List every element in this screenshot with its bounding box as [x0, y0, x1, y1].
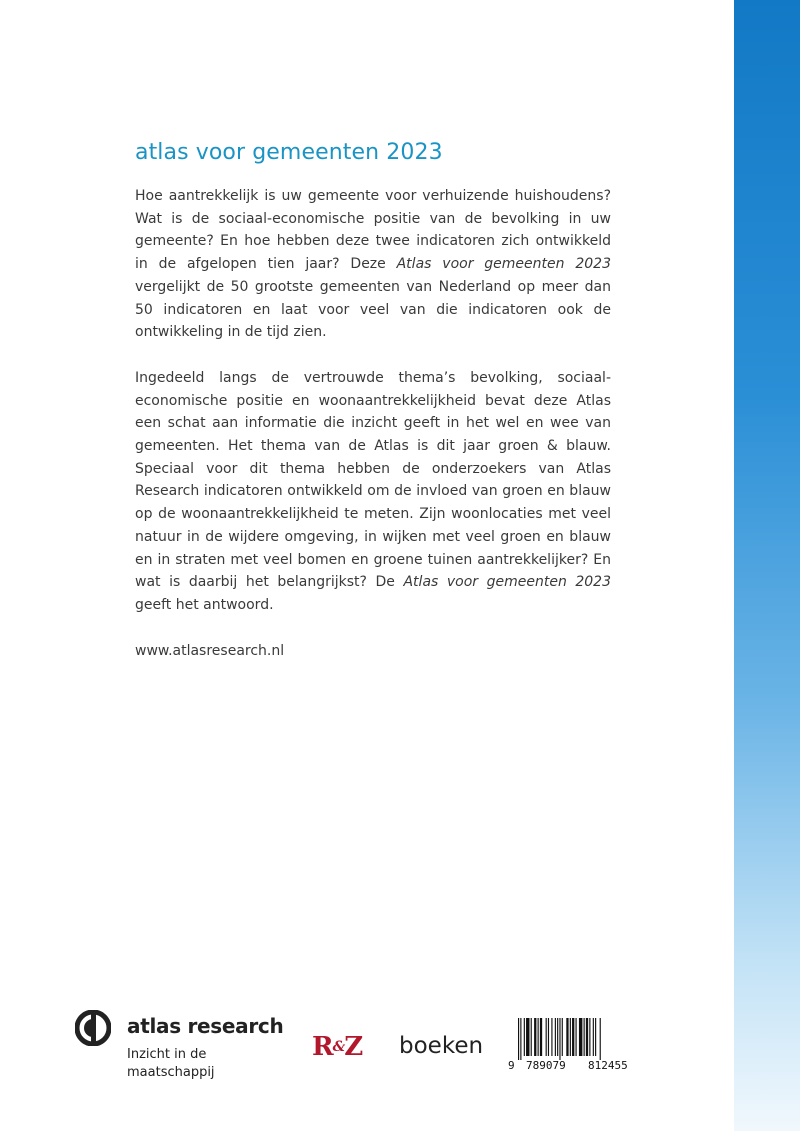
barcode-bar — [531, 1018, 532, 1056]
barcode-bar — [593, 1018, 594, 1056]
barcode-bar — [534, 1018, 536, 1056]
rz-logo-z: Z — [344, 1032, 364, 1062]
barcode-bar — [572, 1018, 574, 1056]
rz-logo-r: R — [312, 1032, 334, 1062]
rz-logo — [312, 1032, 363, 1062]
paragraph-text: geeft het antwoord. — [135, 596, 274, 613]
barcode-bar — [524, 1018, 525, 1056]
barcode-digits-group-1: 789079 — [526, 1059, 566, 1072]
barcode-bar — [520, 1018, 521, 1060]
barcode-bar — [562, 1018, 563, 1056]
body-paragraph — [135, 367, 611, 617]
body-paragraph — [135, 185, 611, 344]
back-cover-text — [135, 140, 611, 662]
barcode-bar — [584, 1018, 585, 1056]
paragraph-text: Ingedeeld langs de vertrouwde thema’s bevolking, sociaal-economische positie en woonaantrekkelijkheid bevat deze Atlas een schat aan informatie die inzicht geeft in het wel en wee van gemeenten. Het thema van de Atlas is dit jaar groen & blauw. Speciaal voor dit thema hebben de onderzoekers van Atlas Research indicatoren ontwikkeld om de invloed van groen en blauw op de woonaantrekkelijkheid te meten. Zijn woonlocaties met veel natuur in de wijdere omgeving, in wijken met veel groen en blauw en in straten met veel bomen en groene tuinen aantrekkelijker? En wat is daarbij het belangrijkst? De — [135, 369, 611, 591]
barcode-bar — [555, 1018, 556, 1056]
barcode-bar — [566, 1018, 568, 1056]
page-title: atlas voor gemeenten 2023 — [135, 140, 443, 165]
barcode-bar — [579, 1018, 582, 1056]
barcode-bar — [576, 1018, 577, 1056]
barcode-digits-group-2: 812455 — [588, 1059, 628, 1072]
italic-title-reference: Atlas voor gemeenten 2023 — [396, 256, 611, 273]
barcode-bar — [551, 1018, 552, 1056]
barcode-bar — [538, 1018, 539, 1056]
barcode-bar — [570, 1018, 571, 1056]
paragraph-text: Hoe aantrekkelijk is uw gemeente voor verhuizende huishoudens? Wat is de sociaal-economische positie van de bevolking in uw gemeente? En hoe hebben deze twee indicatoren zich ontwikkeld in de afgelopen tien jaar? Deze — [135, 188, 611, 273]
barcode-bar — [600, 1018, 601, 1060]
barcode-bar — [526, 1018, 529, 1056]
barcode-bar — [586, 1018, 588, 1056]
italic-title-reference: Atlas voor gemeenten 2023 — [403, 574, 612, 591]
atlas-research-tagline — [127, 1046, 247, 1082]
barcode-digit-lead: 9 — [508, 1059, 515, 1072]
barcode-bar — [540, 1018, 542, 1056]
barcode-icon — [508, 1018, 638, 1060]
tagline-line-1: Inzicht in de — [127, 1047, 207, 1062]
side-color-band — [734, 0, 800, 1131]
website-link[interactable]: www.atlasresearch.nl — [135, 642, 285, 659]
barcode-bar — [548, 1018, 549, 1056]
body-paragraphs — [135, 185, 611, 617]
barcode-bar — [518, 1018, 519, 1060]
barcode-bar — [595, 1018, 596, 1056]
tagline-line-2: maatschappij — [127, 1065, 215, 1080]
barcode-bar — [546, 1018, 547, 1056]
barcode-bar — [559, 1018, 560, 1060]
barcode-bar — [557, 1018, 558, 1056]
rz-logo-amp: & — [332, 1039, 346, 1055]
atlas-research-name: atlas research — [127, 1014, 284, 1038]
barcode-bar — [589, 1018, 590, 1056]
atlas-research-logo-icon — [75, 1010, 111, 1046]
paragraph-text: vergelijkt de 50 grootste gemeenten van Nederland op meer dan 50 indicatoren en laat voor veel van die indicatoren ook de ontwikkeling in de tijd zien. — [135, 278, 611, 341]
boeken-label: boeken — [399, 1033, 484, 1059]
